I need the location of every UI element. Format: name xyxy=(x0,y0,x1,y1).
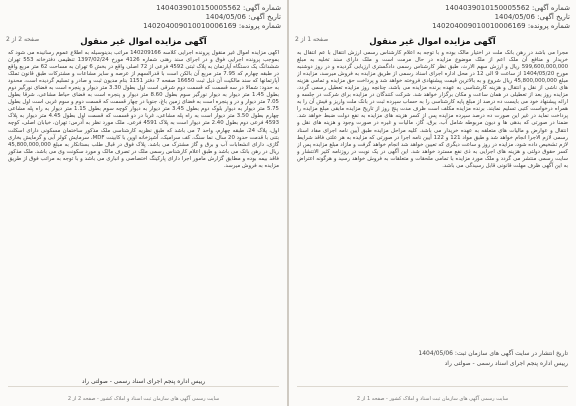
notice-number: شماره آگهی: 1404039010150005562 xyxy=(156,4,281,12)
notice-meta xyxy=(400,4,570,31)
case-number: شماره پرونده: 140204009010010006169 xyxy=(143,22,281,30)
page-number: صفحه 1 از 2 xyxy=(295,36,329,43)
notice-number: شماره آگهی: 1404039010150005562 xyxy=(445,4,570,12)
notice-title: آگهی مزایده اموال غیر منقول xyxy=(369,37,496,47)
signature: رییس اداره پنجم اجرای اسناد رسمی - صولتی راد xyxy=(444,360,568,367)
notice-body: آگهی مزایده اموال غیر منقول پرونده اجرایی کلاسه 140209166 مراتب بدینوسیله به اطلاع عموم رسانیده می شود که بموجب پرونده اجرایی فوق و در اجرای سند رهنی شماره 4126 مورخ 1397/02/24 تنظیمی دفترخانه 553 تهران ششدانگ یک دستگاه آپارتمان به پلاک ثبتی 4592 فرعی از 72 اصلی واقع در بخش 6 تهران به مساحت 62 متر مربع واقع در طبقه چهارم که 7.95 متر مربع آن بالکن است با قدرالسهم از عرصه و سایر مشاعات و مشترکات طبق قانون تملک آپارتمانها که سند مالکیت آن ذیل ثبت 16650 صفحه 7 دفتر 1151 بنام مدیون ثبت و صادر و تسلیم گردیده است، محدود به حدود: شمالا در سه قسمت که قسمت دوم شرقی است اول بطول 3.30 متر دیوار و پنجره است به فضای نورگیر دوم بطول 1.45 متر دیوار به دیوار نورگیر سوم بطول 8.60 متر دیوار و پنجره است به فضای حیاط مشاعی، شرقا بطول 7.05 متر دیوار و در و پنجره است به فضای زمین باغ، جنوبا در چهار قسمت که قسمت دوم و سوم غربی است اول بطول 5.75 متر دیوار به دیوار بلوک دوم بطول 3.45 متر دیوار به دیوار کوچه سوم بطول 1.15 متر دیوار به راه پله مشاعی چهارم بطول 3.50 متر دیوار است به راه پله مشاعی، غربا در دو قسمت که قسمت اول بطول 4.45 متر دیوار به پلاک 4593 فرعی دوم بطول 2.40 متر دیوار است به پلاک 4591 فرعی. ملک مورد نظر به آدرس: تهران، خیابان اصلی، کوچه اول، پلاک 24، طبقه چهارم، واحد 7 می باشد که طبق نظریه کارشناسی ملک مذکور ساختمان مسکونی دارای اسکلت بتنی با قدمت حدود 20 سال، نما سنگ، کف سرامیک، آشپزخانه اوپن با کابینت MDF، سرمایش کولر آبی و گرمایش بخاری گازی، دارای انشعابات آب و برق و گاز مشترک می باشد. پلاک فوق در قبال طلب بستانکار به مبلغ 45,800,000,000 ریال در رهن بانک می باشد و طبق اعلام کارشناس رسمی ملک در تصرف مالک و مورد سکونت وی می باشد. ملک مذکور فاقد بیمه بوده و مطابق گزارش مامور اجرا دارای پارکینگ اختصاصی و انباری می باشد و با توجه به مراتب فوق از طریق مزایده به فروش میرسد. xyxy=(8,50,279,169)
signature: رییس اداره پنجم اجرای اسناد رسمی - صولتی راد xyxy=(81,378,206,385)
page-right xyxy=(289,0,576,406)
page-footer: سایت رسمی آگهی های سازمان ثبت اسناد و املاک کشور - صفحه 2 از 2 xyxy=(67,396,220,402)
page-number: صفحه 2 از 2 xyxy=(6,36,40,43)
notice-date: تاریخ آگهی: 1404/05/06 xyxy=(494,13,570,21)
publish-date: تاریخ انتشار در سایت آگهی های سازمان ثبت: 1404/05/06 xyxy=(418,350,568,357)
notice-body: مجرا می باشد در رهن بانک ملت در اختیار مالک بوده و با توجه به اعلام کارشناس رسمی ارزش انتقال با عم انتقال به خریدار و منافع آن ملک اعم از ملک موضوع مزایده در حال مرمت است و ملک دارای سند تخلیه به مبلغ 599,600,000,000 ریال و ارزش سهم الارث، طبق نظر کارشناس رسمی دادگستری ارزیابی گردیده و در روز دوشنبه مورخ 1404/05/20 از ساعت 9 الی 12 در محل اداره اجرای اسناد رسمی از طریق مزایده به فروش میرسد، مزایده از مبلغ 45,800,000,000 ریال شروع و به بالاترین قیمت پیشنهادی فروخته خواهد شد و پرداخت حق مزایده و تمامی هزینه های ناشی از نقل و انتقال و هزینه کارشناسی به عهده برنده مزایده می باشد، چنانچه روز مزایده تعطیل رسمی گردد، مزایده روز بعد از تعطیلی در همان ساعت و مکان برگزار خواهد شد. شرکت کنندگان در مزایده برای شرکت در جلسه و ارائه پیشنهاد خود می بایست ده درصد از مبلغ پایه کارشناسی را به حساب سپرده ثبت در بانک ملت واریز و فیش آن را به همراه درخواست کتبی تسلیم نمایند. برنده مزایده مکلف است ظرف مدت پنج روز از تاریخ مزایده مابقی مبلغ مزایده را پرداخت نماید در غیر این صورت ده درصد سپرده مزایده پس از کسر هزینه های مزایده به نفع دولت ضبط خواهد شد. ضمنا در صورتی که بدهی ها و دیون مربوطه شامل آب، برق، گاز، مالیات و غیره در صورت وجود و هزینه های نقل و انتقال و عوارض و مالیات های متعلقه به عهده خریدار می باشد. کلیه مراحل مزایده طبق آیین نامه اجرای مفاد اسناد رسمی لازم الاجرا انجام خواهد شد و طبق مواد 121 و 122 آیین نامه اجرا در صورتی که مزایده به هر علتی فاقد شرایط لازم تشخیص داده شود، مزایده در روز و ساعت دیگری که تعیین خواهد شد انجام خواهد گرفت و مازاد مبلغ مزایده پس از کسر حقوق دولتی و هزینه های اجرایی به ذی نفع مسترد خواهد شد. این آگهی در یک نوبت در روزنامه کثیر الانتشار و سایت رسمی منتشر می گردد و ملک مورد مزایده با تمامی ملحقات و متعلقات به فروش خواهد رسید و هرگونه اعتراض به این آگهی ظرف مهلت قانونی قابل رسیدگی می باشد. xyxy=(297,50,568,169)
divider-line xyxy=(297,386,568,387)
notice-meta xyxy=(111,4,281,31)
case-number: شماره پرونده: 140204009010010006169 xyxy=(432,22,570,30)
page-left xyxy=(0,0,287,406)
divider-line xyxy=(8,386,279,387)
notice-date: تاریخ آگهی: 1404/05/06 xyxy=(205,13,281,21)
notice-title: آگهی مزایده اموال غیر منقول xyxy=(80,37,207,47)
page-footer: سایت رسمی آگهی های سازمان ثبت اسناد و املاک کشور - صفحه 1 از 2 xyxy=(356,396,509,402)
